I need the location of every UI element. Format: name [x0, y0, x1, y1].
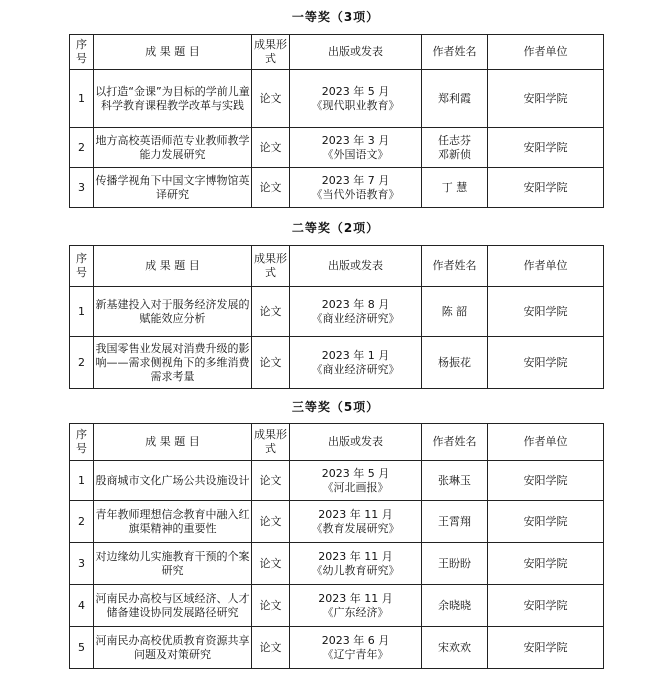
pub-date: 2023 年 5 月 [321, 84, 390, 98]
pub-date: 2023 年 5 月 [321, 466, 390, 480]
header-author: 作者姓名 [422, 35, 488, 70]
row-author: 丁 慧 [422, 168, 488, 208]
row-pub [290, 168, 422, 208]
header-title: 成 果 题 目 [94, 424, 252, 461]
pub-journal: 《教育发展研究》 [311, 521, 400, 535]
header-row [70, 246, 604, 287]
pub-journal: 《广东经济》 [322, 605, 389, 619]
table-row [70, 337, 604, 389]
row-title: 河南民办高校优质教育资源共享问题及对策研究 [94, 627, 252, 669]
header-row [70, 35, 604, 70]
header-type: 成果形式 [252, 246, 290, 287]
row-author: 王盼盼 [422, 543, 488, 585]
pub-journal: 《外国语文》 [322, 147, 389, 161]
row-author: 王霄翔 [422, 501, 488, 543]
header-no: 序号 [70, 246, 94, 287]
pub-date: 2023 年 11 月 [318, 591, 393, 605]
row-title: 地方高校英语师范专业教师教学能力发展研究 [94, 128, 252, 168]
table-row [70, 543, 604, 585]
row-type: 论文 [252, 168, 290, 208]
row-author: 陈 韶 [422, 287, 488, 337]
header-unit: 作者单位 [488, 246, 604, 287]
header-no: 序号 [70, 35, 94, 70]
row-unit: 安阳学院 [488, 128, 604, 168]
row-title: 殷商城市文化广场公共设施设计 [94, 461, 252, 501]
row-pub [290, 461, 422, 501]
pub-journal: 《河北画报》 [322, 480, 389, 494]
row-no: 2 [70, 128, 94, 168]
header-title: 成 果 题 目 [94, 35, 252, 70]
table-row [70, 501, 604, 543]
table-row [70, 627, 604, 669]
row-type: 论文 [252, 337, 290, 389]
row-unit: 安阳学院 [488, 461, 604, 501]
row-title: 青年教师理想信念教育中融入红旗渠精神的重要性 [94, 501, 252, 543]
row-unit: 安阳学院 [488, 70, 604, 128]
pub-date: 2023 年 8 月 [321, 297, 390, 311]
row-pub [290, 627, 422, 669]
row-author: 宋欢欢 [422, 627, 488, 669]
pub-journal: 《幼儿教育研究》 [311, 563, 400, 577]
award-table-first [69, 34, 604, 208]
pub-journal: 《当代外语教育》 [311, 187, 400, 201]
row-type: 论文 [252, 128, 290, 168]
row-author: 张琳玉 [422, 461, 488, 501]
row-type: 论文 [252, 543, 290, 585]
row-unit: 安阳学院 [488, 585, 604, 627]
header-title: 成 果 题 目 [94, 246, 252, 287]
pub-journal: 《辽宁青年》 [322, 647, 389, 661]
header-pub: 出版或发表 [290, 35, 422, 70]
row-title: 以打造“金课”为目标的学前儿童科学教育课程教学改革与实践 [94, 70, 252, 128]
row-pub [290, 70, 422, 128]
table-row [70, 168, 604, 208]
row-pub [290, 337, 422, 389]
header-pub: 出版或发表 [290, 424, 422, 461]
row-unit: 安阳学院 [488, 287, 604, 337]
row-pub [290, 543, 422, 585]
row-title: 河南民办高校与区域经济、人才储备建设协同发展路径研究 [94, 585, 252, 627]
row-no: 1 [70, 70, 94, 128]
row-author: 任志芬 邓新侦 [422, 128, 488, 168]
award-table-second [69, 245, 604, 389]
table-row [70, 461, 604, 501]
row-no: 2 [70, 501, 94, 543]
award-table-third [69, 423, 604, 669]
row-author: 余晓晓 [422, 585, 488, 627]
row-pub [290, 287, 422, 337]
header-row [70, 424, 604, 461]
header-author: 作者姓名 [422, 424, 488, 461]
table-row [70, 128, 604, 168]
row-pub [290, 585, 422, 627]
row-type: 论文 [252, 627, 290, 669]
row-pub [290, 501, 422, 543]
pub-date: 2023 年 11 月 [318, 549, 393, 563]
row-unit: 安阳学院 [488, 627, 604, 669]
row-no: 3 [70, 168, 94, 208]
pub-date: 2023 年 7 月 [321, 173, 390, 187]
row-author: 郑利霞 [422, 70, 488, 128]
table-row [70, 287, 604, 337]
pub-journal: 《现代职业教育》 [311, 98, 400, 112]
row-unit: 安阳学院 [488, 337, 604, 389]
row-no: 1 [70, 461, 94, 501]
pub-journal: 《商业经济研究》 [311, 362, 400, 376]
row-no: 5 [70, 627, 94, 669]
row-title: 新基建投入对于服务经济发展的赋能效应分析 [94, 287, 252, 337]
row-unit: 安阳学院 [488, 168, 604, 208]
pub-date: 2023 年 3 月 [321, 133, 390, 147]
pub-date: 2023 年 6 月 [321, 633, 390, 647]
row-type: 论文 [252, 501, 290, 543]
row-title: 传播学视角下中国文字博物馆英译研究 [94, 168, 252, 208]
row-no: 1 [70, 287, 94, 337]
header-author: 作者姓名 [422, 246, 488, 287]
pub-date: 2023 年 11 月 [318, 507, 393, 521]
row-author: 杨振花 [422, 337, 488, 389]
header-type: 成果形式 [252, 35, 290, 70]
pub-date: 2023 年 1 月 [321, 348, 390, 362]
row-unit: 安阳学院 [488, 543, 604, 585]
section-title-third-prize: 三等奖（5项） [291, 400, 380, 414]
table-row [70, 70, 604, 128]
row-title: 我国零售业发展对消费升级的影响——需求侧视角下的多维消费需求考量 [94, 337, 252, 389]
row-type: 论文 [252, 287, 290, 337]
row-type: 论文 [252, 461, 290, 501]
row-unit: 安阳学院 [488, 501, 604, 543]
row-title: 对边缘幼儿实施教育干预的个案研究 [94, 543, 252, 585]
row-type: 论文 [252, 585, 290, 627]
section-title-first-prize: 一等奖（3项） [291, 10, 380, 24]
header-unit: 作者单位 [488, 424, 604, 461]
header-no: 序号 [70, 424, 94, 461]
row-pub [290, 128, 422, 168]
header-unit: 作者单位 [488, 35, 604, 70]
header-pub: 出版或发表 [290, 246, 422, 287]
header-type: 成果形式 [252, 424, 290, 461]
row-no: 2 [70, 337, 94, 389]
row-no: 4 [70, 585, 94, 627]
row-type: 论文 [252, 70, 290, 128]
table-row [70, 585, 604, 627]
row-no: 3 [70, 543, 94, 585]
pub-journal: 《商业经济研究》 [311, 311, 400, 325]
section-title-second-prize: 二等奖（2项） [291, 221, 380, 235]
